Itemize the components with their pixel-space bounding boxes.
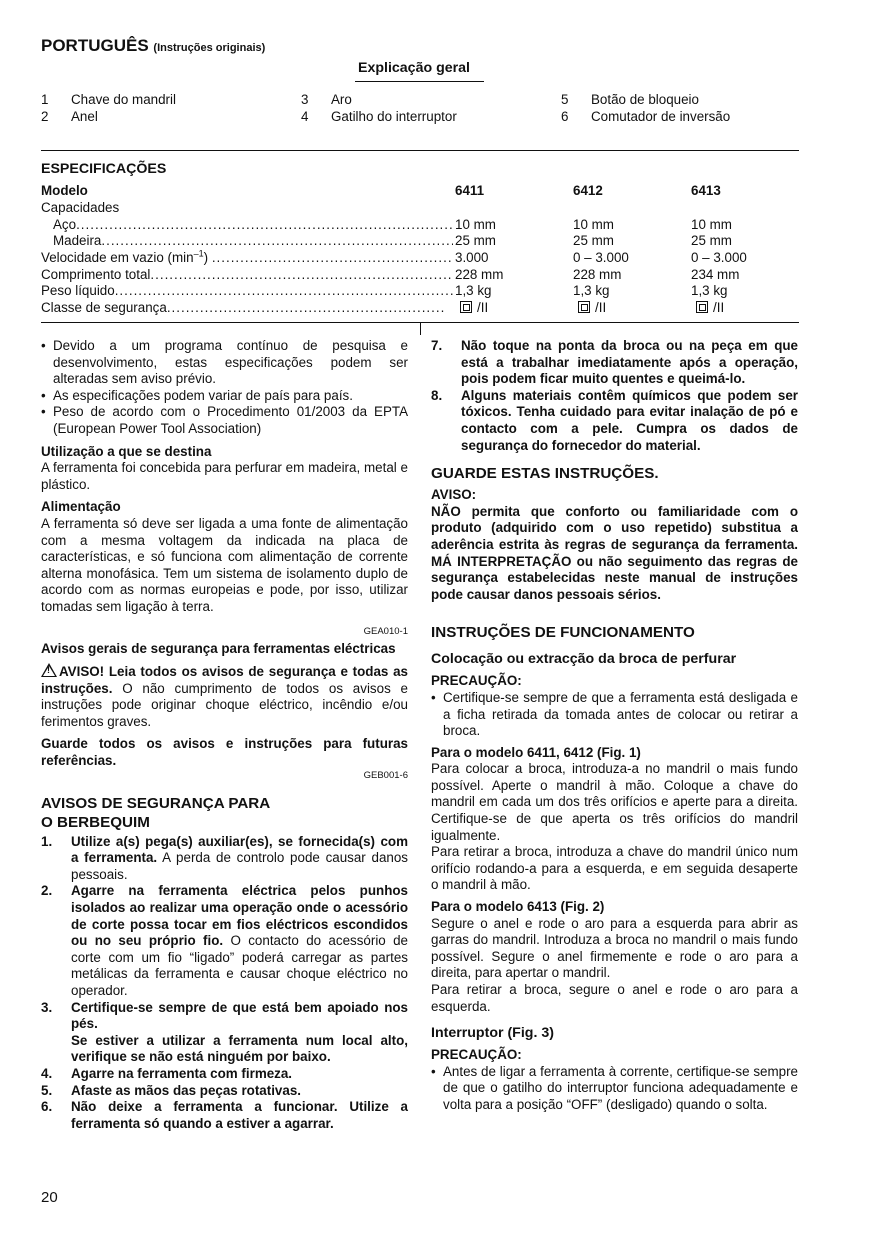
intended-use-text: A ferramenta foi concebida para perfurar em madeira, metal e plástico. — [41, 460, 408, 492]
safety-item: 1. Utilize a(s) pega(s) auxiliar(es), se fornecida(s) com a ferramenta. A perda de controlo pode causar danos pessoais. — [41, 833, 408, 882]
part-item: 4 Gatilho do interruptor — [301, 108, 457, 124]
spec-value: 25 mm — [455, 233, 496, 248]
model-6411-6412-title: Para o modelo 6411, 6412 (Fig. 1) — [431, 744, 641, 760]
specs-title: ESPECIFICAÇÕES — [41, 161, 167, 177]
general-warnings-title: Avisos gerais de segurança para ferramentas eléctricas — [41, 640, 396, 656]
precaution-item: • Certifique-se sempre de que a ferramenta está desligada e a ficha retirada da tomada antes de colocar ou retirar a broca. — [431, 689, 798, 739]
general-warning-text: !AVISO! Leia todos os avisos de segurança e todas as instruções. O não cumprimento de todos os avisos e instruções pode originar choque eléctrico, incêndio e/ou ferimentos graves. — [41, 663, 408, 730]
spec-note: • Peso de acordo com o Procedimento 01/2003 da EPTA (European Power Tool Association) — [41, 404, 408, 436]
spec-row-steel: Aço ..... — [41, 217, 453, 234]
safety-item: 6. Não deixe a ferramenta a funcionar. Utilize a ferramenta só quando a estiver a agarrar. — [41, 1099, 408, 1131]
language-title: PORTUGUÊS — [41, 36, 149, 55]
model-6411: 6411 — [455, 183, 485, 198]
spec-row-weight: Peso líquido ..... — [41, 283, 453, 300]
right-column — [431, 338, 798, 1114]
left-column — [41, 338, 408, 1132]
model-6411-6412-text-1: Para colocar a broca, introduza-a no mandril o mais fundo possível. Aperte o mandril à mão. Coloque a chave do mandril em cada um dos três orifícios e aperte para a direita. Certifique-se de que aperta os três orifícios do mandril igualmente. — [431, 761, 798, 843]
model-6413-text-1: Segure o anel e rode o aro para a esquerda para abrir as garras do mandril. Introduza a broca no mandril o mais fundo possível. Segure o anel firmemente e rode o aro para a direita, para apertar o mandril. — [431, 915, 798, 981]
intended-use-title: Utilização a que se destina — [41, 443, 212, 459]
column-divider — [420, 322, 421, 335]
language-note: (Instruções originais) — [153, 42, 266, 54]
safety-item: 4. Agarre na ferramenta com firmeza. — [41, 1065, 293, 1081]
spec-row-safety-class: Classe de segurança ..... — [41, 300, 446, 317]
safety-class-6411: /II — [460, 300, 488, 317]
spec-value: 228 mm — [573, 267, 622, 282]
drill-safety-title-1: AVISOS DE SEGURANÇA PARA — [41, 794, 271, 812]
part-item: 1 Chave do mandril — [41, 92, 176, 107]
warning-label: AVISO: — [431, 487, 477, 503]
model-label: Modelo — [41, 183, 88, 198]
double-insulation-icon — [696, 301, 708, 313]
model-6411-6412-text-2: Para retirar a broca, introduza a chave do mandril único num orifício rodando-a para a esquerda, e em seguida desaperte o mandril à mão. — [431, 844, 798, 893]
power-supply-title: Alimentação — [41, 499, 121, 515]
explanation-title: Explicação geral — [358, 60, 470, 76]
spec-value: 3.000 — [455, 250, 489, 265]
switch-title: Interruptor (Fig. 3) — [431, 1025, 554, 1042]
precaution-label: PRECAUÇÃO: — [431, 673, 522, 689]
divider-top — [41, 150, 799, 151]
capacities-label: Capacidades — [41, 200, 120, 215]
switch-precaution-label: PRECAUÇÃO: — [431, 1047, 522, 1063]
keep-instructions-text: Guarde todos os avisos e instruções para futuras referências. — [41, 736, 408, 769]
spec-value: 10 mm — [691, 217, 732, 232]
keep-instructions-heading: GUARDE ESTAS INSTRUÇÕES. — [431, 465, 659, 483]
spec-value: 0 – 3.000 — [691, 250, 747, 265]
spec-value: 1,3 kg — [573, 283, 610, 298]
parts-column-2 — [301, 92, 457, 125]
warning-paragraph: NÃO permita que conforto ou familiaridade com o produto (adquirido com o uso repetido) substitua a aderência estrita às regras de segurança da ferramenta. MÁ INTERPRETAÇÃO ou não seguimento das regras de segurança estabelecidas neste manual de instruções pode causar danos pessoais sérios. — [431, 503, 798, 602]
model-6412: 6412 — [573, 183, 603, 198]
spec-row-length: Comprimento total ..... — [41, 267, 453, 284]
parts-column-1 — [41, 92, 176, 125]
drill-safety-title-2: O BERBEQUIM — [41, 813, 150, 831]
code-gea010: GEA010-1 — [363, 625, 408, 637]
model-6413: 6413 — [691, 183, 721, 198]
spec-value: 228 mm — [455, 267, 504, 282]
spec-value: 234 mm — [691, 267, 740, 282]
spec-note: • As especificações podem variar de país para país. — [41, 387, 353, 403]
code-geb001: GEB001-6 — [363, 769, 408, 781]
page-number: 20 — [41, 1189, 58, 1206]
language-heading — [41, 36, 265, 58]
spec-value: 0 – 3.000 — [573, 250, 629, 265]
safety-item: 7. Não toque na ponta da broca ou na peça em que está a trabalhar imediatamente após a operação, pois podem ficar muito quentes e queimá-lo. — [431, 338, 798, 387]
part-item: 6 Comutador de inversão — [561, 108, 731, 124]
model-6413-title: Para o modelo 6413 (Fig. 2) — [431, 899, 605, 915]
operating-instructions-title: INSTRUÇÕES DE FUNCIONAMENTO — [431, 624, 695, 642]
spec-value: 25 mm — [691, 233, 732, 248]
safety-class-6412: /II — [578, 300, 606, 317]
spec-value: 25 mm — [573, 233, 614, 248]
spec-value: 1,3 kg — [691, 283, 728, 298]
parts-column-3 — [561, 92, 730, 125]
explanation-underline — [355, 81, 484, 82]
model-6413-text-2: Para retirar a broca, segure o anel e rode o aro para a esquerda. — [431, 982, 798, 1014]
safety-item: 3. Certifique-se sempre de que está bem apoiado nos pés. Se estiver a utilizar a ferramenta num local alto, verifique se não está ninguém por baixo. — [41, 999, 408, 1065]
warning-triangle-icon — [41, 663, 57, 677]
spec-value: 1,3 kg — [455, 283, 492, 298]
safety-class-6413: /II — [696, 300, 724, 317]
switch-precaution-item: • Antes de ligar a ferramenta à corrente, certifique-se sempre de que o gatilho do interruptor funciona adequadamente e volta para a posição “OFF” (desligado) quando o solta. — [431, 1063, 798, 1112]
part-item: 3 Aro — [301, 92, 352, 107]
safety-item: 8. Alguns materiais contêm químicos que podem ser tóxicos. Tenha cuidado para evitar inalação de pó e contacto com a pele. Cumpra os dados de segurança do fornecedor do material. — [431, 387, 798, 453]
bit-install-title: Colocação ou extracção da broca de perfurar — [431, 651, 737, 668]
part-item: 5 Botão de bloqueio — [561, 92, 699, 107]
spec-value: 10 mm — [455, 217, 496, 232]
spec-row-wood: Madeira ..... — [41, 233, 453, 250]
double-insulation-icon — [578, 301, 590, 313]
safety-item: 5. Afaste as mãos das peças rotativas. — [41, 1082, 301, 1098]
part-item: 2 Anel — [41, 108, 98, 124]
double-insulation-icon — [460, 301, 472, 313]
spec-note: • Devido a um programa contínuo de pesquisa e desenvolvimento, estas especificações podem ser alteradas sem aviso prévio. — [41, 338, 408, 387]
spec-row-speed: Velocidade em vazio $(\min^{-1})$ ..... — [41, 250, 453, 267]
safety-item: 2. Agarre na ferramenta eléctrica pelos punhos isolados ao realizar uma operação onde o acessório de corte possa tocar em fios eléctricos escondidos ou no seu próprio fio. O contacto do acessório de corte com um fio “ligado” poderá carregar as partes metálicas da ferramenta e causar choque eléctrico no operador. — [41, 883, 408, 998]
power-supply-text: A ferramenta só deve ser ligada a uma fonte de alimentação com a mesma voltagem da indicada na placa de características, e só funciona com alimentação de corrente alterna monofásica. Tem um sistema de isolamento duplo de acordo com as normas europeias e pode, por isso, utilizar tomadas sem ligação à terra. — [41, 515, 408, 614]
spec-value: 10 mm — [573, 217, 614, 232]
